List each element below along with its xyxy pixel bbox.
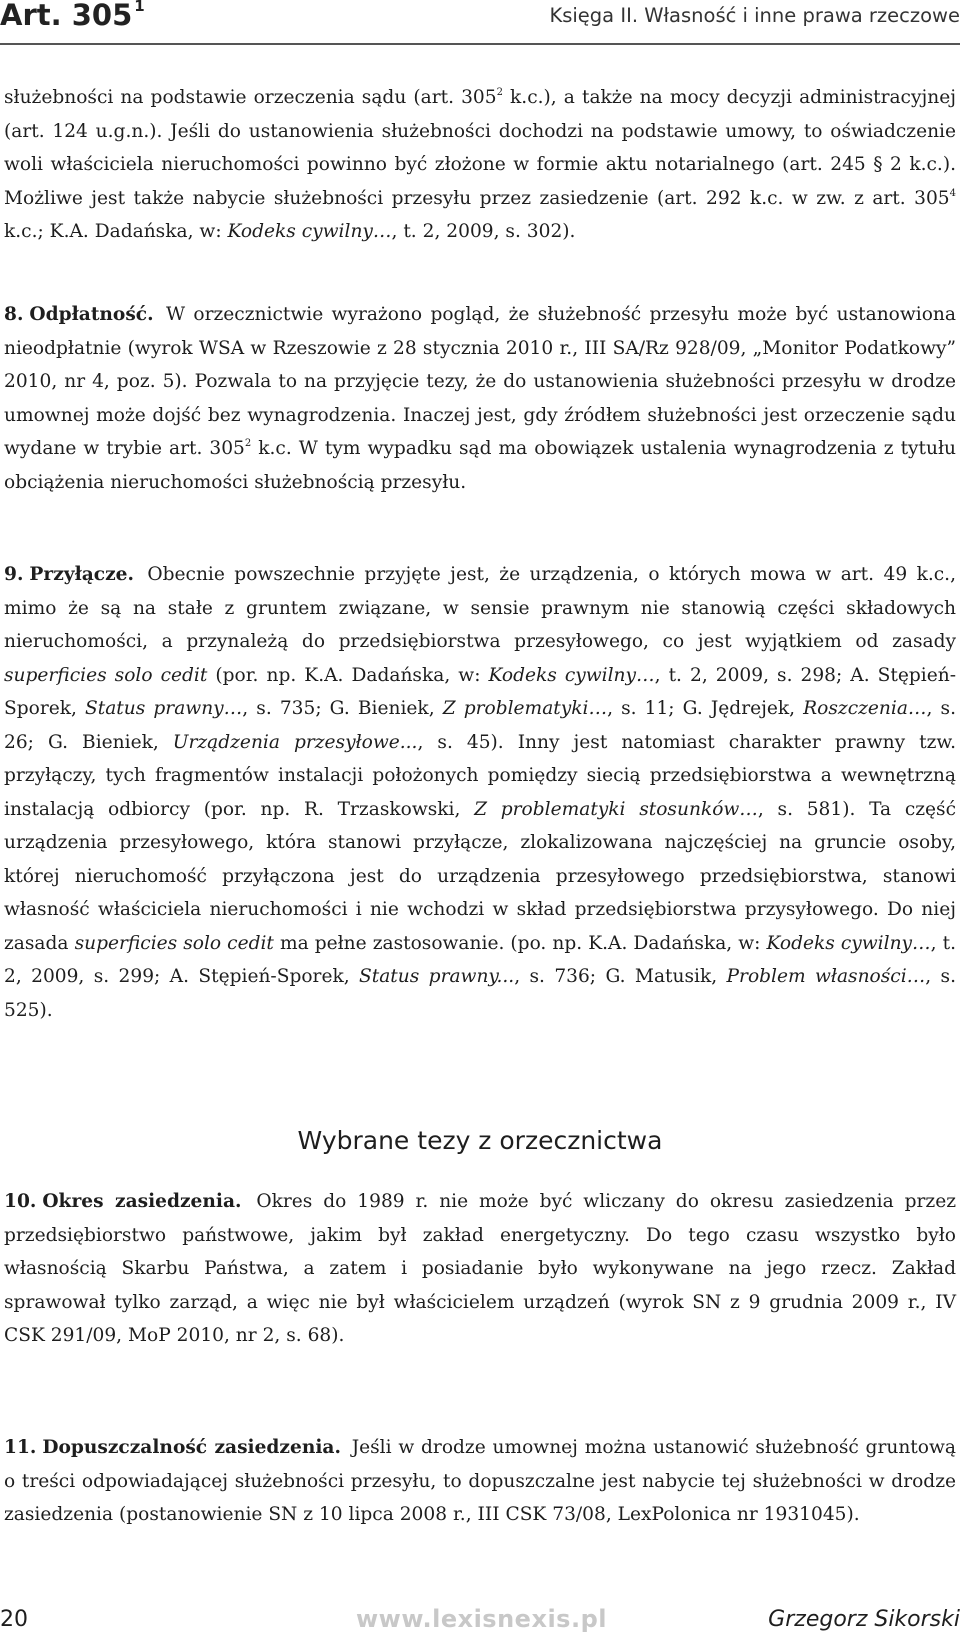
paragraph-number: 9. <box>4 564 24 585</box>
header-rule <box>0 43 960 45</box>
paragraph-continuation: służebności na podstawie orzeczenia sądu (art. $305^2$ k.c.), a także na mocy decyzji administracyjnej (art. 124 u.g.n.). Jeśli do ustanowienia służebności dochodzi na podstawie umowy, to oświadczenie woli właściciela nieruchomości powinno być złożone w formie aktu notarialnego (art. 245 § 2 k.c.). Możliwe jest także nabycie służebności przesyłu przez zasiedzenie (art. 292 k.c. w zw. z art. $305^4$ k.c.; K.A. Dadańska, w: Kodeks cywilny…, t. 2, 2009, s. 302). <box>4 87 956 242</box>
publisher-url[interactable]: www.lexisnexis.pl <box>356 1605 607 1633</box>
article-superscript: 1 <box>134 0 145 15</box>
paragraph-number: 8. <box>4 304 24 325</box>
chapter-title: Księga II. Własność i inne prawa rzeczowe <box>549 4 960 27</box>
paragraph-lead: Okres zasiedzenia. <box>42 1191 242 1212</box>
paragraph-lead: Odpłatność. <box>29 304 154 325</box>
paragraph-lead: Przyłącze. <box>29 564 134 585</box>
section-heading: Wybrane tezy z orzecznictwa <box>297 1126 663 1155</box>
article-label: Art. 305 <box>0 0 133 32</box>
page-number: 20 <box>0 1607 28 1632</box>
article-number <box>0 0 145 32</box>
paragraph-number: 10. <box>4 1191 37 1212</box>
paragraph-11: 11. Dopuszczalność zasiedzenia. Jeśli w drodze umownej można ustanowić służebność gruntową o treści odpowiadającej służebności przesyłu, to dopuszczalne jest nabycie tej służebności w drodze zasiedzenia (postanowienie SN z 10 lipca 2008 r., III CSK 73/08, LexPolonica nr 1931045). <box>4 1437 956 1525</box>
paragraph-9: 9. Przyłącze. Obecnie powszechnie przyjęte jest, że urządzenia, o których mowa w art. 49 k.c., mimo że są na stałe z gruntem związane, w sensie prawnym nie stanowią części składowych nieruchomości, a przynależą do przedsiębiorstwa przesyłowego, co jest wyjątkiem od zasady superficies solo cedit (por. np. K.A. Dadańska, w: Kodeks cywilny…, t. 2, 2009, s. 298; A. Stępień-Sporek, Status prawny…, s. 735; G. Bieniek, Z problematyki…, s. 11; G. Jędrejek, Roszczenia…, s. 26; G. Bieniek, Urządzenia przesyłowe..., s. 45). Inny jest natomiast charakter prawny tzw. przyłączy, tych fragmentów instalacji położonych pomiędzy siecią przedsiębiorstwa a wewnętrzną instalacją odbiorcy (por. np. R. Trzaskowski, Z problematyki stosunków…, s. 581). Ta część urządzenia przesyłowego, która stanowi przyłącze, zlokalizowana najczęściej na gruncie osoby, której nieruchomość przyłączona jest do urządzenia przesyłowego przedsiębiorstwa, stanowi własność właściciela nieruchomości i nie wchodzi w skład przedsiębiorstwa przysyłowego. Do niej zasada superficies solo cedit ma pełne zastosowanie. (po. np. K.A. Dadańska, w: Kodeks cywilny…, t. 2, 2009, s. 299; A. Stępień-Sporek, Status prawny..., s. 736; G. Matusik, Problem własności…, s. 525). <box>4 564 957 1021</box>
paragraph-8: 8. Odpłatność. W orzecznictwie wyrażono pogląd, że służebność przesyłu może być ustanowiona nieodpłatnie (wyrok WSA w Rzeszowie z 28 stycznia 2010 r., III SA/Rz 928/09, „Monitor Podatkowy” 2010, nr 4, poz. 5). Pozwala to na przyjęcie tezy, że do ustanowienia służebności przesyłu w drodze umownej może dojść bez wynagrodzenia. Inaczej jest, gdy źródłem służebności jest orzeczenie sądu wydane w trybie art. $305^2$ k.c. W tym wypadku sąd ma obowiązek ustalenia wynagrodzenia z tytułu obciążenia nieruchomości służebnością przesyłu. <box>4 304 956 493</box>
page-footer <box>0 1605 960 1645</box>
paragraph-lead: Dopuszczalność zasiedzenia. <box>42 1437 341 1458</box>
page-header <box>0 0 960 44</box>
author-name: Grzegorz Sikorski <box>768 1607 960 1632</box>
paragraph-number: 11. <box>4 1437 37 1458</box>
paragraph-10: 10. Okres zasiedzenia. Okres do 1989 r. nie może być wliczany do okresu zasiedzenia przez przedsiębiorstwo państwowe, jakim był zakład energetyczny. Do tego czasu wszystko było własnością Skarbu Państwa, a zatem i posiadanie było wykonywane na jego rzecz. Zakład sprawował tylko zarząd, a więc nie był właścicielem urządzeń (wyrok SN z 9 grudnia 2009 r., IV CSK 291/09, MoP 2010, nr 2, s. 68). <box>4 1191 956 1346</box>
